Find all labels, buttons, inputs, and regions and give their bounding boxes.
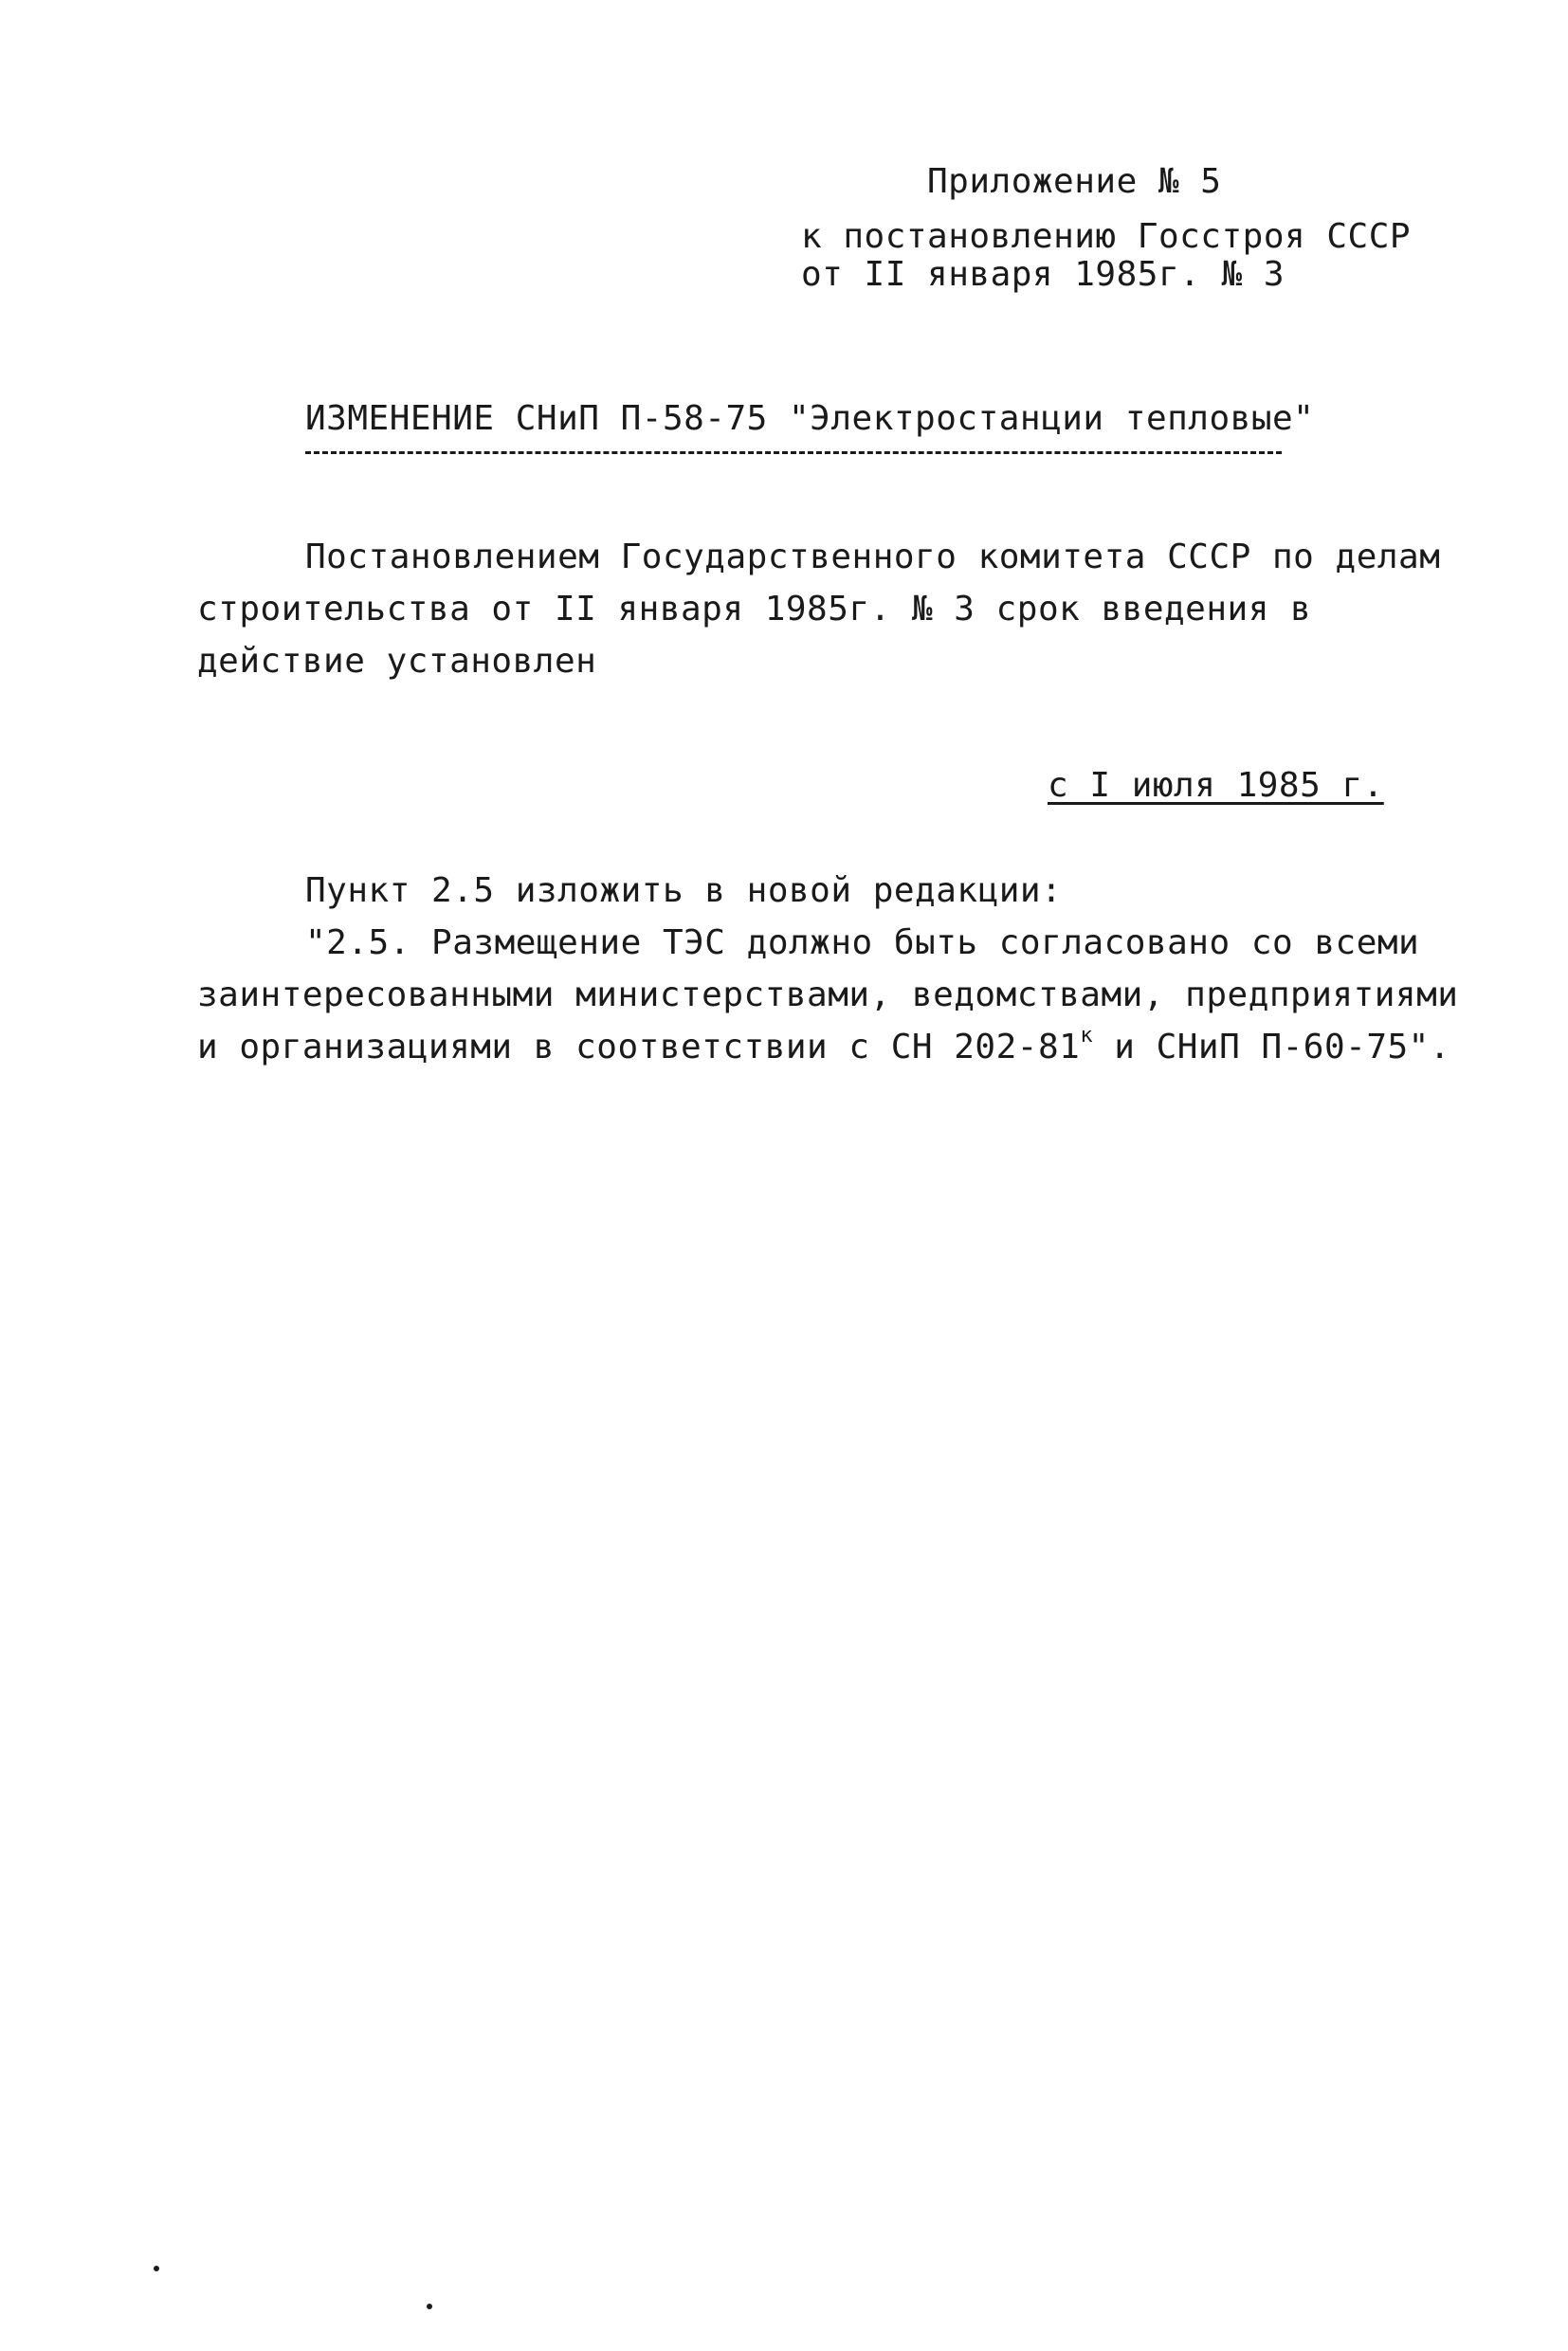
clause-text-line-3-start: и организациями в соответствии с СН 202-81: [197, 1028, 1081, 1066]
document-title: ИЗМЕНЕНИЕ СНиП П-58-75 "Электростанции тепловые": [305, 399, 1315, 438]
clause-intro: Пункт 2.5 изложить в новой редакции:: [305, 871, 1063, 910]
resolution-line-3: действие установлен: [197, 642, 597, 681]
resolution-line-1: Постановлением Государственного комитета СССР по делам: [305, 538, 1441, 576]
appendix-decree: к постановлению Госстроя СССР: [801, 217, 1412, 256]
appendix-date: от II января 1985г. № 3: [801, 255, 1285, 294]
clause-text-line-3-end: и СНиП П-60-75".: [1093, 1028, 1451, 1066]
scan-speck: [427, 2304, 432, 2309]
scan-speck: [154, 2266, 159, 2271]
effective-date: с I июля 1985 г.: [1048, 766, 1384, 805]
clause-text-line-1: "2.5. Размещение ТЭС должно быть согласовано со всеми: [305, 923, 1420, 962]
clause-text-line-2: заинтересованными министерствами, ведомствами, предприятиями: [197, 975, 1459, 1014]
appendix-number: Приложение № 5: [927, 162, 1222, 201]
title-underline: [305, 451, 1282, 454]
clause-text-line-3: [197, 1024, 1451, 1068]
resolution-line-2: строительства от II января 1985г. № 3 срок введения в: [197, 590, 1312, 629]
clause-superscript: к: [1080, 1024, 1094, 1048]
